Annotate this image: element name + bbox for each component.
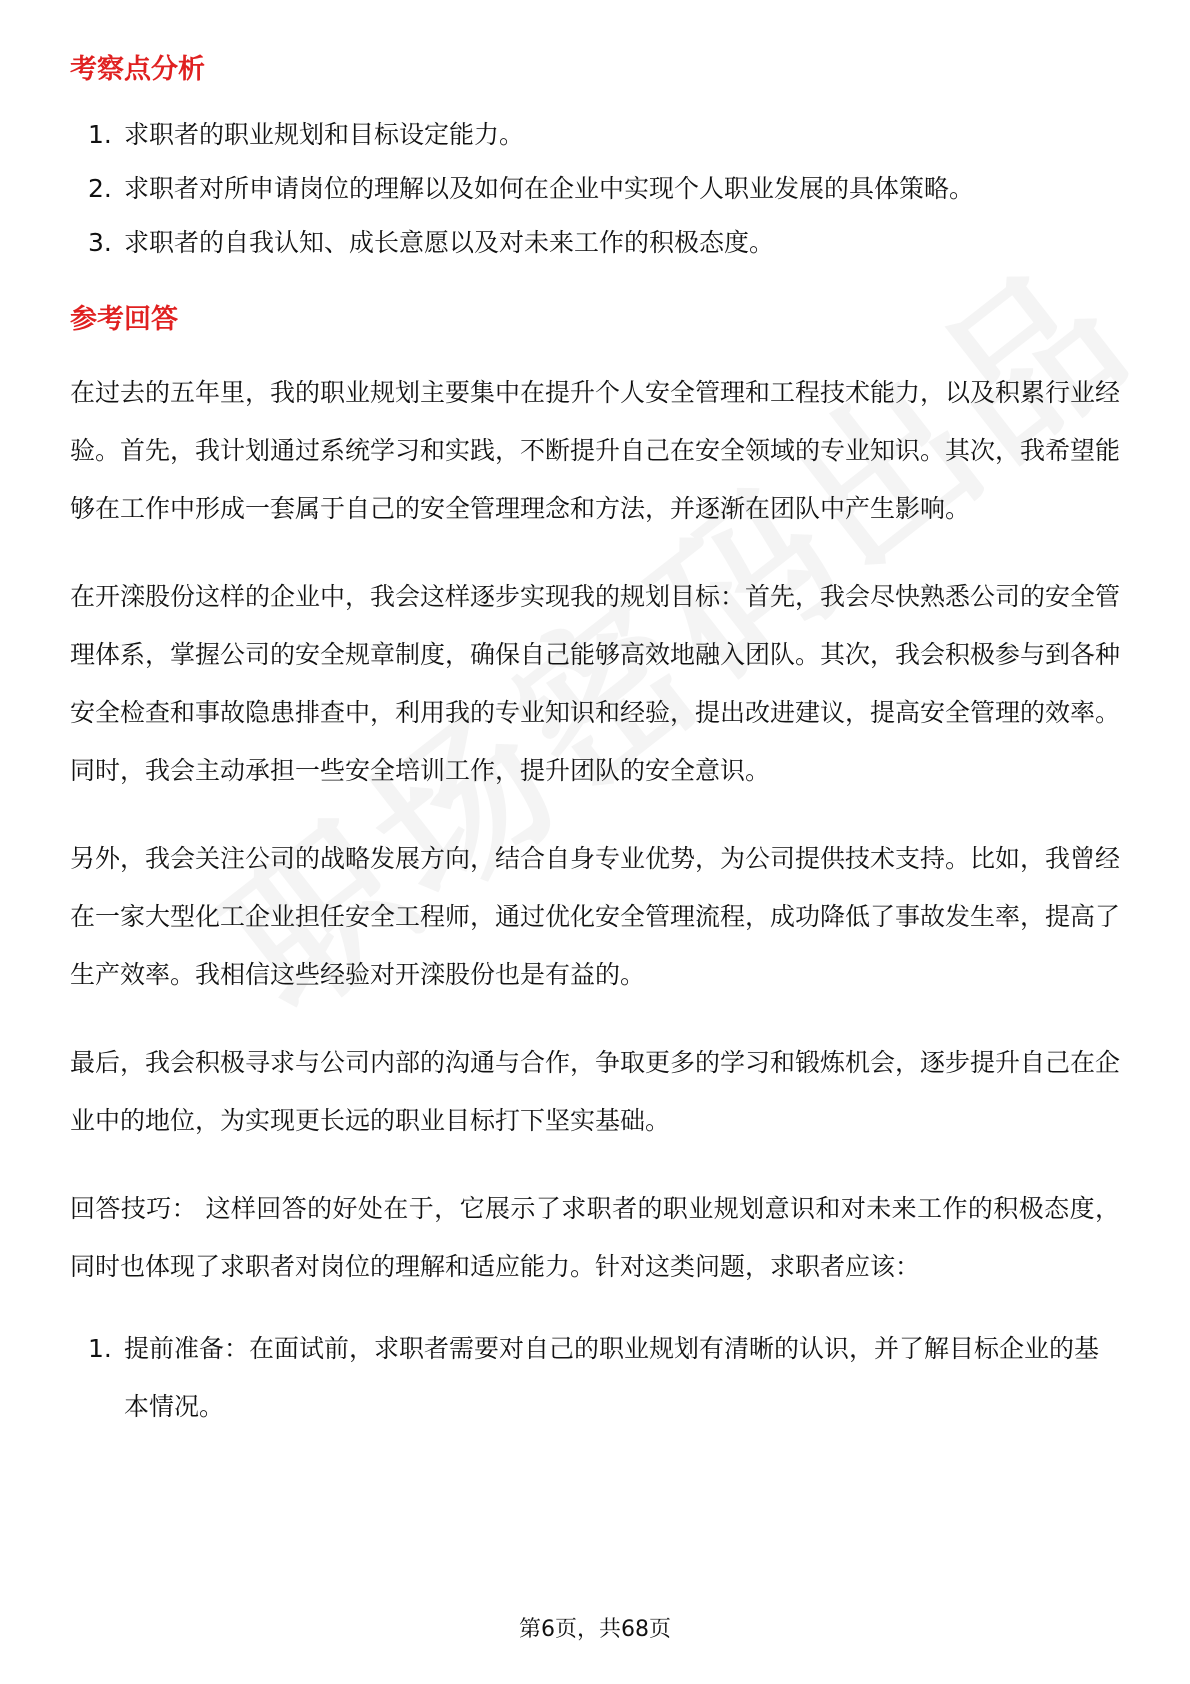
- list-item-number: 2.: [88, 174, 112, 203]
- list-item-text: 提前准备：在面试前，求职者需要对自己的职业规划有清晰的认识，并了解目标企业的基本情况。: [124, 1334, 1100, 1421]
- list-item-text: 求职者对所申请岗位的理解以及如何在企业中实现个人职业发展的具体策略。: [124, 174, 975, 203]
- answer-tips-paragraph: 回答技巧： 这样回答的好处在于，它展示了求职者的职业规划意识和对未来工作的积极态度，同时也体现了求职者对岗位的理解和适应能力。针对这类问题，求职者应该：: [70, 1194, 1120, 1281]
- answer-paragraph: 在开滦股份这样的企业中，我会这样逐步实现我的规划目标：首先，我会尽快熟悉公司的安全管理体系，掌握公司的安全规章制度，确保自己能够高效地融入团队。其次，我会积极参与到各种安全检查和事故隐患排查中，利用我的专业知识和经验，提出改进建议，提高安全管理的效率。同时，我会主动承担一些安全培训工作，提升团队的安全意识。: [70, 582, 1121, 785]
- page-number: 第6页，共68页: [519, 1617, 671, 1642]
- analysis-list: [70, 108, 1120, 270]
- list-item: [70, 108, 1120, 162]
- list-item: [70, 1320, 1120, 1436]
- section-title-answer: 参考回答: [70, 304, 178, 335]
- answer-paragraph: 另外，我会关注公司的战略发展方向，结合自身专业优势，为公司提供技术支持。比如，我曾经在一家大型化工企业担任安全工程师，通过优化安全管理流程，成功降低了事故发生率，提高了生产效率。我相信这些经验对开滦股份也是有益的。: [70, 844, 1121, 989]
- list-item-text: 求职者的职业规划和目标设定能力。: [124, 120, 525, 149]
- list-item-text: 求职者的自我认知、成长意愿以及对未来工作的积极态度。: [124, 228, 775, 257]
- list-item-number: 3.: [88, 228, 112, 257]
- list-item-number: 1.: [88, 120, 112, 149]
- list-item-number: 1.: [88, 1334, 112, 1363]
- tips-list: [70, 1320, 1120, 1436]
- section-title-analysis: 考察点分析: [70, 54, 205, 85]
- answer-paragraph: 最后，我会积极寻求与公司内部的沟通与合作，争取更多的学习和锻炼机会，逐步提升自己在企业中的地位，为实现更长远的职业目标打下坚实基础。: [70, 1048, 1121, 1135]
- list-item: [70, 162, 1120, 216]
- document-page: [70, 50, 1120, 1436]
- list-item: [70, 216, 1120, 270]
- answer-paragraph: 在过去的五年里，我的职业规划主要集中在提升个人安全管理和工程技术能力，以及积累行业经验。首先，我计划通过系统学习和实践，不断提升自己在安全领域的专业知识。其次，我希望能够在工作中形成一套属于自己的安全管理理念和方法，并逐渐在团队中产生影响。: [70, 378, 1121, 523]
